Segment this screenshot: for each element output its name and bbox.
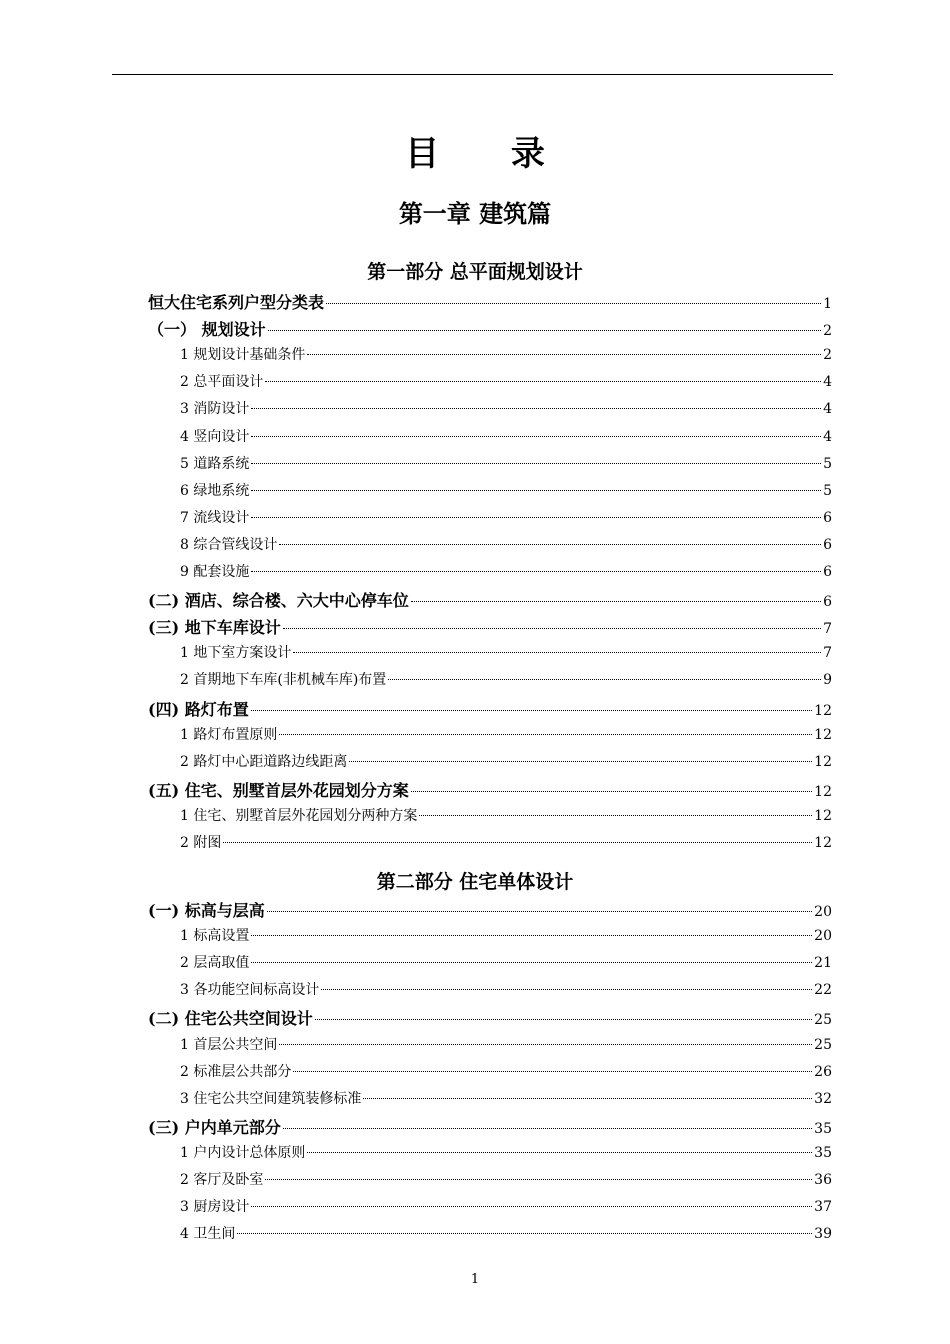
toc-entry[interactable] bbox=[180, 534, 832, 560]
toc-entry[interactable] bbox=[180, 507, 832, 533]
toc-entry-label: 各功能空间标高设计 bbox=[193, 982, 320, 999]
toc-entry-number: (二) bbox=[148, 591, 185, 611]
dot-leader bbox=[223, 842, 812, 843]
toc-entry-number: 3 bbox=[180, 401, 194, 418]
dot-leader bbox=[265, 381, 821, 382]
dot-leader bbox=[307, 354, 821, 355]
toc-entry-page: 12 bbox=[814, 753, 832, 770]
toc-entry[interactable] bbox=[148, 778, 832, 804]
toc-entry-page: 26 bbox=[814, 1063, 832, 1080]
toc-entry-number: 4 bbox=[180, 1226, 194, 1243]
toc-entry-page: 21 bbox=[814, 955, 832, 972]
dot-leader bbox=[293, 1071, 812, 1072]
toc-entry[interactable] bbox=[180, 1196, 832, 1222]
toc-entry-label: 客厅及卧室 bbox=[193, 1172, 264, 1188]
toc-entry-page: 2 bbox=[823, 347, 832, 364]
toc-entry-label: 道路系统 bbox=[193, 455, 250, 472]
dot-leader bbox=[315, 1019, 812, 1020]
toc-entry-number: (三) bbox=[148, 618, 185, 638]
dot-leader bbox=[251, 490, 821, 491]
dot-leader bbox=[251, 571, 821, 572]
toc-entry-number: 5 bbox=[180, 455, 194, 472]
header-rule bbox=[112, 74, 833, 75]
toc-entry-page: 4 bbox=[823, 428, 832, 445]
toc-entry-label: 绿地系统 bbox=[193, 482, 250, 499]
toc-entry-number: (四) bbox=[148, 699, 185, 719]
toc-entry-number: 2 bbox=[180, 835, 194, 851]
toc-entry-label: 厨房设计 bbox=[193, 1199, 250, 1216]
toc-entry[interactable] bbox=[180, 480, 832, 506]
toc-entry[interactable] bbox=[148, 588, 832, 614]
toc-entry-page: 12 bbox=[814, 783, 832, 800]
toc-entry-label: 层高取值 bbox=[193, 955, 250, 972]
toc-entry-page: 35 bbox=[814, 1120, 832, 1137]
toc-entry[interactable] bbox=[148, 317, 832, 343]
toc-entry-page: 7 bbox=[823, 645, 832, 662]
dot-leader bbox=[265, 1179, 812, 1180]
dot-leader bbox=[283, 628, 821, 629]
toc-entry[interactable] bbox=[180, 561, 832, 587]
toc-entry-label: 首期地下车库(非机械车库)布置 bbox=[193, 672, 387, 689]
toc-entry[interactable] bbox=[180, 669, 832, 695]
dot-leader bbox=[251, 463, 821, 464]
toc-entry-label: 标高设置 bbox=[193, 928, 250, 945]
toc-entry-label: 户内单元部分 bbox=[184, 1117, 281, 1137]
toc-entry-number: 2 bbox=[180, 672, 194, 689]
chapter-title: 第一章 建筑篇 bbox=[398, 199, 552, 228]
toc-entry[interactable] bbox=[148, 1115, 832, 1141]
toc-entry-number: 1 bbox=[180, 1144, 194, 1161]
toc-entry-page: 22 bbox=[814, 982, 832, 999]
toc-entry-label: 恒大住宅系列户型分类表 bbox=[148, 293, 325, 312]
part-title: 第一部分 总平面规划设计 bbox=[367, 261, 583, 283]
toc-entry-page: 25 bbox=[814, 1036, 832, 1053]
toc-entry-page: 6 bbox=[823, 509, 832, 526]
toc-entry[interactable] bbox=[180, 1061, 832, 1087]
toc-entry[interactable] bbox=[180, 1088, 832, 1114]
toc-entry[interactable] bbox=[148, 615, 832, 641]
toc-entry-label: 地下车库设计 bbox=[184, 618, 281, 638]
toc-entry-page: 1 bbox=[823, 296, 832, 312]
dot-leader bbox=[283, 1128, 812, 1129]
dot-leader bbox=[251, 710, 812, 711]
dot-leader bbox=[363, 1098, 812, 1099]
toc-entry[interactable] bbox=[180, 398, 832, 424]
toc-entry-number: 1 bbox=[180, 807, 194, 824]
toc-entry[interactable] bbox=[148, 697, 832, 723]
toc-entry-label: 规划设计 bbox=[201, 320, 266, 340]
toc-entry-page: 6 bbox=[823, 564, 832, 580]
toc-entry-number: 3 bbox=[180, 1090, 194, 1107]
dot-leader bbox=[251, 962, 812, 963]
toc-entry-number: 6 bbox=[180, 482, 194, 499]
dot-leader bbox=[321, 989, 812, 990]
toc-entry-label: 地下室方案设计 bbox=[193, 645, 292, 662]
toc-entry-number: 3 bbox=[180, 982, 194, 999]
toc-entry-label: 酒店、综合楼、六大中心停车位 bbox=[184, 591, 409, 611]
toc-entry[interactable] bbox=[180, 1142, 832, 1168]
toc-entry-number: 2 bbox=[180, 753, 194, 770]
toc-entry-page: 35 bbox=[814, 1144, 832, 1161]
toc-entry-label: 附图 bbox=[193, 835, 222, 851]
toc-entry[interactable] bbox=[180, 952, 832, 978]
toc-entry[interactable] bbox=[180, 832, 832, 858]
toc-entry[interactable] bbox=[148, 1006, 832, 1032]
toc-entry-number: 7 bbox=[180, 509, 194, 526]
toc-entry-number: 1 bbox=[180, 928, 194, 945]
toc-entry[interactable] bbox=[148, 898, 832, 924]
dot-leader bbox=[279, 1044, 812, 1045]
toc-entry-number: 3 bbox=[180, 1199, 194, 1216]
toc-entry-page: 12 bbox=[814, 702, 832, 719]
toc-entry-label: 住宅公共空间设计 bbox=[184, 1009, 313, 1029]
toc-entry-number: 2 bbox=[180, 1172, 194, 1188]
dot-leader bbox=[307, 1152, 812, 1153]
toc-entry-page: 32 bbox=[814, 1090, 832, 1107]
page-number: 1 bbox=[470, 1272, 480, 1287]
dot-leader bbox=[251, 1206, 812, 1207]
toc-entry[interactable] bbox=[180, 1034, 832, 1060]
toc-entry-label: 标高与层高 bbox=[184, 901, 265, 920]
toc-entry-page: 37 bbox=[814, 1199, 832, 1216]
toc-entry-label: 首层公共空间 bbox=[193, 1036, 278, 1053]
toc-entry[interactable] bbox=[180, 979, 832, 1005]
toc-entry[interactable] bbox=[180, 751, 832, 777]
toc-entry-number: 8 bbox=[180, 536, 194, 553]
toc-entry[interactable] bbox=[180, 453, 832, 479]
toc-entry-label: 住宅、别墅首层外花园划分方案 bbox=[184, 780, 409, 800]
toc-entry[interactable] bbox=[180, 642, 832, 668]
toc-entry-page: 25 bbox=[814, 1012, 832, 1029]
toc-entry-page: 5 bbox=[823, 455, 832, 472]
toc-entry-page: 4 bbox=[823, 374, 832, 391]
toc-entry-label: 户内设计总体原则 bbox=[193, 1144, 306, 1161]
toc-entry-page: 20 bbox=[814, 904, 832, 920]
toc-entry-label: 总平面设计 bbox=[193, 374, 264, 391]
toc-entry-page: 39 bbox=[814, 1226, 832, 1243]
toc-entry[interactable] bbox=[180, 925, 832, 951]
toc-entry-label: 住宅、别墅首层外花园划分两种方案 bbox=[193, 807, 418, 824]
dot-leader bbox=[251, 408, 821, 409]
toc-entry-number: 9 bbox=[180, 564, 194, 580]
toc-entry-label: 卫生间 bbox=[193, 1226, 236, 1243]
toc-entry-number: 2 bbox=[180, 1063, 194, 1080]
toc-entry-label: 竖向设计 bbox=[193, 428, 250, 445]
toc-entry-page: 12 bbox=[814, 807, 832, 824]
dot-leader bbox=[268, 330, 821, 331]
toc-entry[interactable] bbox=[180, 1169, 832, 1195]
toc-title: 目 录 bbox=[405, 134, 575, 174]
toc-entry-label: 流线设计 bbox=[193, 509, 250, 526]
toc-entry-number: 4 bbox=[180, 428, 194, 445]
toc-entry-number: (一) bbox=[148, 901, 185, 920]
toc-entry-number: 1 bbox=[180, 726, 194, 743]
toc-entry-number: (二) bbox=[148, 1009, 185, 1029]
dot-leader bbox=[349, 761, 812, 762]
toc-entry-number: 1 bbox=[180, 645, 194, 662]
dot-leader bbox=[279, 544, 821, 545]
dot-leader bbox=[326, 303, 821, 304]
toc-entry-number: （一） bbox=[148, 320, 202, 340]
toc-entry[interactable] bbox=[180, 344, 832, 370]
toc-entry-label: 配套设施 bbox=[193, 564, 250, 580]
toc-entry-page: 12 bbox=[814, 835, 832, 851]
dot-leader bbox=[237, 1233, 812, 1234]
toc-entry-page: 4 bbox=[823, 401, 832, 418]
toc-entry-number: (三) bbox=[148, 1117, 185, 1137]
part-title: 第二部分 住宅单体设计 bbox=[376, 871, 574, 893]
toc-entry-page: 5 bbox=[823, 482, 832, 499]
toc-entry[interactable] bbox=[180, 1223, 832, 1249]
toc-entry[interactable] bbox=[180, 805, 832, 831]
dot-leader bbox=[267, 911, 812, 912]
toc-entry-label: 路灯中心距道路边线距离 bbox=[193, 753, 348, 770]
toc-entry-number: 2 bbox=[180, 374, 194, 391]
dot-leader bbox=[411, 601, 821, 602]
toc-entry-label: 规划设计基础条件 bbox=[193, 347, 306, 364]
dot-leader bbox=[411, 791, 812, 792]
dot-leader bbox=[251, 436, 821, 437]
toc-entry-label: 路灯布置原则 bbox=[193, 726, 278, 743]
toc-entry-number: 1 bbox=[180, 1036, 194, 1053]
dot-leader bbox=[388, 679, 821, 680]
toc-entry[interactable] bbox=[180, 371, 832, 397]
toc-entry-page: 6 bbox=[823, 594, 832, 611]
dot-leader bbox=[419, 815, 812, 816]
toc-entry[interactable] bbox=[148, 290, 832, 316]
toc-entry-page: 12 bbox=[814, 726, 832, 743]
dot-leader bbox=[251, 517, 821, 518]
toc-entry-label: 消防设计 bbox=[193, 401, 250, 418]
toc-entry-page: 2 bbox=[823, 323, 832, 340]
dot-leader bbox=[251, 935, 812, 936]
toc-entry-label: 综合管线设计 bbox=[193, 536, 278, 553]
toc-entry-page: 20 bbox=[814, 928, 832, 945]
toc-entry-label: 路灯布置 bbox=[184, 699, 249, 719]
dot-leader bbox=[293, 652, 821, 653]
toc-entry-number: 1 bbox=[180, 347, 194, 364]
toc-entry-page: 36 bbox=[814, 1172, 832, 1188]
toc-entry-page: 7 bbox=[823, 621, 832, 638]
toc-entry-page: 9 bbox=[823, 672, 832, 689]
toc-entry-number: 2 bbox=[180, 955, 194, 972]
toc-entry-page: 6 bbox=[823, 536, 832, 553]
toc-entry[interactable] bbox=[180, 426, 832, 452]
toc-entry-label: 住宅公共空间建筑装修标准 bbox=[193, 1090, 362, 1107]
toc-entry-number: (五) bbox=[148, 780, 185, 800]
toc-entry-label: 标准层公共部分 bbox=[193, 1063, 292, 1080]
toc-entry[interactable] bbox=[180, 724, 832, 750]
dot-leader bbox=[279, 734, 812, 735]
